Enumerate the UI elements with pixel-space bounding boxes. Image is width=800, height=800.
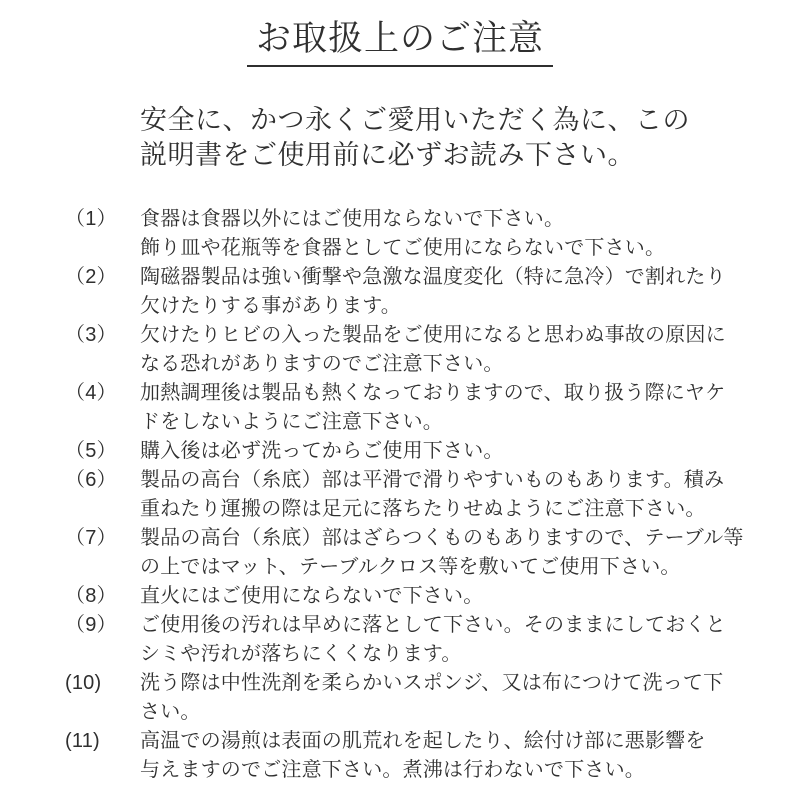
item-number: （9） (65, 613, 117, 636)
item-text (140, 466, 745, 524)
item-text (140, 727, 745, 785)
notice-item (65, 263, 745, 321)
item-text-line: 与えますのでご注意下さい。煮沸は行わないで下さい。 (140, 758, 645, 781)
page-title (0, 0, 800, 67)
item-number: (11) (65, 729, 100, 752)
item-number: （7） (65, 526, 117, 549)
item-text (140, 321, 745, 379)
intro-text (140, 103, 740, 173)
notice-item (65, 205, 745, 263)
item-number: （4） (65, 381, 117, 404)
notice-item (65, 437, 745, 466)
item-text (140, 611, 745, 669)
notice-item (65, 669, 745, 727)
item-text-line: 飾り皿や花瓶等を食器としてご使用にならないで下さい。 (140, 236, 666, 259)
notice-item (65, 466, 745, 524)
notice-item (65, 611, 745, 669)
item-text (140, 524, 745, 582)
notice-item (65, 321, 745, 379)
item-text (140, 263, 745, 321)
item-text-line: 加熱調理後は製品も熱くなっておりますので、取り扱う際にヤケ (140, 381, 726, 404)
item-text-line: 直火にはご使用にならないで下さい。 (140, 584, 484, 607)
item-text-line: 陶磁器製品は強い衝撃や急激な温度変化（特に急冷）で割れたり (140, 265, 726, 288)
item-text-line: 重ねたり運搬の際は足元に落ちたりせぬようにご注意下さい。 (140, 497, 706, 520)
item-text-line: の上ではマット、テーブルクロス等を敷いてご使用下さい。 (140, 555, 681, 578)
page-title-text: お取扱上のご注意 (247, 21, 553, 67)
item-text-line: ドをしないようにご注意下さい。 (140, 410, 443, 433)
item-number: （6） (65, 468, 117, 491)
intro-line-2: 説明書をご使用前に必ずお読み下さい。 (140, 139, 635, 170)
item-text (140, 379, 745, 437)
item-text (140, 437, 745, 466)
item-number: （3） (65, 323, 117, 346)
item-text-line: 欠けたりする事があります。 (140, 294, 401, 317)
item-text (140, 669, 745, 727)
item-text (140, 205, 745, 263)
item-text-line: 食器は食器以外にはご使用ならないで下さい。 (140, 207, 565, 230)
notice-item (65, 582, 745, 611)
item-number: （5） (65, 439, 117, 462)
item-number: （8） (65, 584, 117, 607)
item-number: (10) (65, 671, 102, 694)
item-number: （1） (65, 207, 117, 230)
item-number: （2） (65, 265, 117, 288)
item-text-line: さい。 (140, 700, 201, 723)
notice-item (65, 379, 745, 437)
item-text-line: 製品の高台（糸底）部はざらつくものもありますので、テーブル等 (140, 526, 744, 549)
item-text-line: 高温での湯煎は表面の肌荒れを起したり、絵付け部に悪影響を (140, 729, 706, 752)
item-text-line: シミや汚れが落ちにくくなります。 (140, 642, 462, 665)
item-text-line: ご使用後の汚れは早めに落として下さい。そのままにしておくと (140, 613, 726, 636)
notice-item (65, 524, 745, 582)
notice-list (65, 205, 745, 785)
item-text-line: 洗う際は中性洗剤を柔らかいスポンジ、又は布につけて洗って下 (140, 671, 724, 694)
item-text (140, 582, 745, 611)
item-text-line: 製品の高台（糸底）部は平滑で滑りやすいものもあります。積み (140, 468, 725, 491)
item-text-line: なる恐れがありますのでご注意下さい。 (140, 352, 504, 375)
item-text-line: 購入後は必ず洗ってからご使用下さい。 (140, 439, 504, 462)
notice-item (65, 727, 745, 785)
intro-line-1: 安全に、かつ永くご愛用いただく為に、この (140, 104, 690, 135)
item-text-line: 欠けたりヒビの入った製品をご使用になると思わぬ事故の原因に (140, 323, 726, 346)
